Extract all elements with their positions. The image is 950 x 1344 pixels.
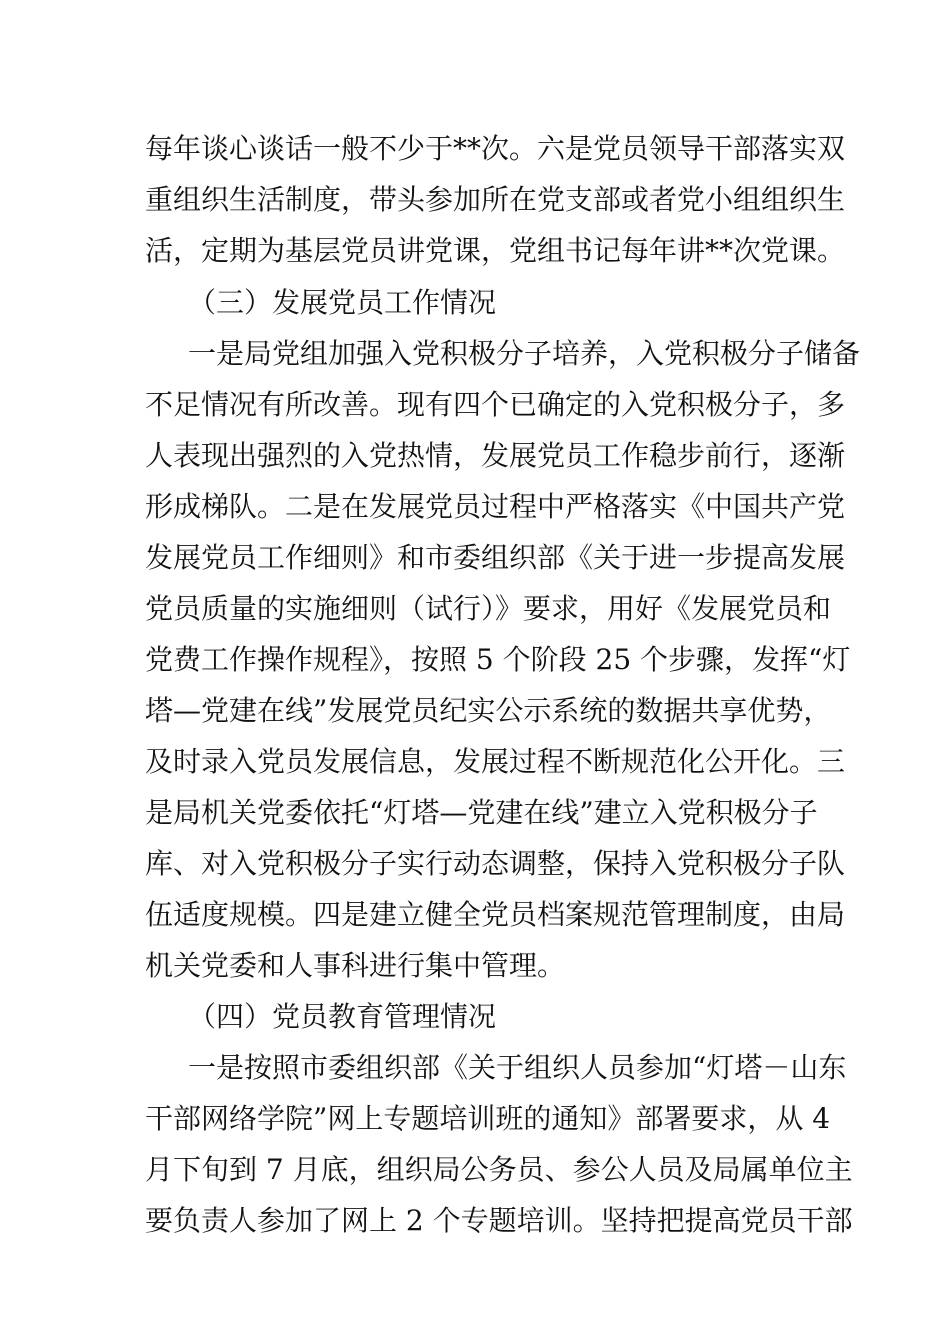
text-line: 要负责人参加了网上 2 个专题培训。坚持把提高党员干部 — [145, 1204, 853, 1237]
text-line: 库、对入党积极分子实行动态调整，保持入党积极分子队 — [145, 847, 846, 880]
text-line: 不足情况有所改善。现有四个已确定的入党积极分子，多 — [145, 388, 846, 421]
text-line: 发展党员工作细则》和市委组织部《关于进一步提高发展 — [145, 541, 846, 574]
text-line: 党员质量的实施细则（试行）》要求，用好《发展党员和 — [145, 592, 832, 625]
text-line: 每年谈心谈话一般不少于**次。六是党员领导干部落实双 — [145, 132, 846, 165]
text-line: 干部网络学院”网上专题培训班的通知》部署要求，从 4 — [145, 1102, 831, 1135]
text-line: 一是局党组加强入党积极分子培养，入党积极分子储备 — [188, 337, 861, 370]
text-line: 及时录入党员发展信息，发展过程不断规范化公开化。三 — [145, 745, 846, 778]
text-line: 人表现出强烈的入党热情，发展党员工作稳步前行，逐渐 — [145, 439, 846, 472]
section-heading: （三）发展党员工作情况 — [188, 286, 497, 319]
text-line: 重组织生活制度，带头参加所在党支部或者党小组组织生 — [145, 183, 846, 216]
text-line: 塔—党建在线”发展党员纪实公示系统的数据共享优势， — [145, 694, 832, 727]
text-line: 形成梯队。二是在发展党员过程中严格落实《中国共产党 — [145, 490, 846, 523]
text-line: 机关党委和人事科进行集中管理。 — [145, 949, 566, 982]
text-line: 是局机关党委依托“灯塔—党建在线”建立入党积极分子 — [145, 796, 818, 829]
text-line: 活，定期为基层党员讲党课，党组书记每年讲**次党课。 — [145, 234, 846, 267]
text-line: 党费工作操作规程》，按照 5 个阶段 25 个步骤，发挥“灯 — [145, 643, 851, 676]
section-heading: （四）党员教育管理情况 — [188, 1000, 497, 1033]
text-line: 一是按照市委组织部《关于组织人员参加“灯塔－山东 — [188, 1051, 847, 1084]
text-line: 月下旬到 7 月底，组织局公务员、参公人员及局属单位主 — [145, 1153, 853, 1186]
text-line: 伍适度规模。四是建立健全党员档案规范管理制度，由局 — [145, 898, 846, 931]
